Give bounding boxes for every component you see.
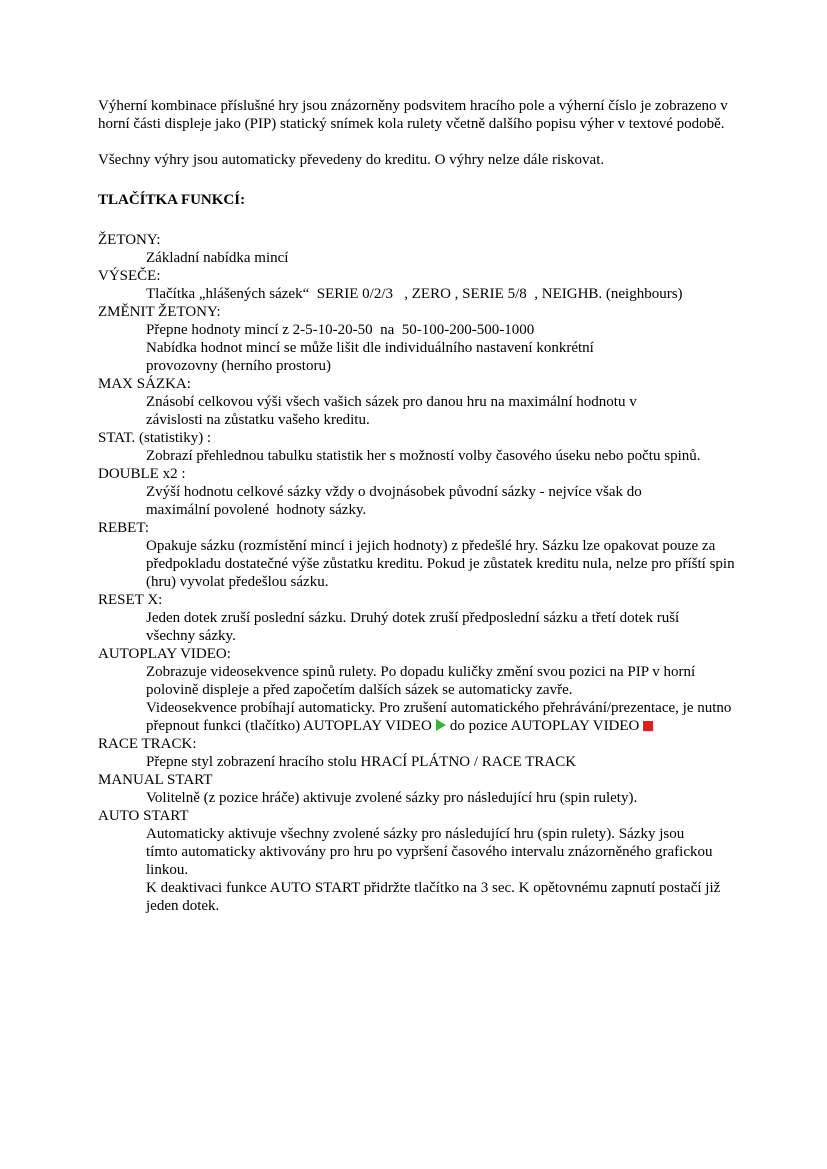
stop-icon: [643, 721, 653, 731]
term-vysece: VÝSEČE:: [98, 268, 161, 284]
desc-stat: Zobrazí přehlednou tabulku statistik her s možností volby časového úseku nebo počtu spinů.: [146, 448, 701, 464]
term-manual-start: MANUAL START: [98, 772, 213, 788]
term-autoplay: AUTOPLAY VIDEO:: [98, 646, 231, 662]
term-stat: STAT. (statistiky) :: [98, 430, 212, 446]
term-max-sazka: MAX SÁZKA:: [98, 376, 191, 392]
desc-race-track: Přepne styl zobrazení hracího stolu HRACÍ PLÁTNO / RACE TRACK: [146, 754, 577, 770]
desc-manual-start: Volitelně (z pozice hráče) aktivuje zvolené sázky pro následující hru (spin rulety).: [146, 790, 638, 806]
term-rebet: REBET:: [98, 520, 149, 536]
desc-autoplay-2: [146, 699, 736, 735]
term-zmenit-zetony: ZMĚNIT ŽETONY:: [98, 304, 221, 320]
term-reset: RESET X:: [98, 592, 163, 608]
intro-paragraph-2: Všechny výhry jsou automaticky převedeny do kreditu. O výhry nelze dále riskovat.: [98, 152, 605, 168]
term-race-track: RACE TRACK:: [98, 736, 197, 752]
desc-auto-start-2: K deaktivaci funkce AUTO START přidržte tlačítko na 3 sec. K opětovnému zapnutí postačí již jeden dotek.: [146, 880, 721, 914]
desc-zetony: Základní nabídka mincí: [146, 250, 289, 266]
desc-autoplay-1: Zobrazuje videosekvence spinů rulety. Po dopadu kuličky změní svou pozici na PIP v horní polovině displeje a před započetím dalších sázek se automaticky zavře.: [146, 664, 696, 698]
term-double: DOUBLE x2 :: [98, 466, 186, 482]
desc-double: Zvýší hodnotu celkové sázky vždy o dvojnásobek původní sázky - nejvíce však do maximální povolené hodnoty sázky.: [146, 484, 646, 518]
term-zetony: ŽETONY:: [98, 232, 161, 248]
desc-rebet: Opakuje sázku (rozmístění mincí i jejich hodnoty) z předešlé hry. Sázku lze opakovat pouze za předpokladu dostatečné výše zůstatku kreditu. Pokud je zůstatek kreditu nula, nelze pro příští spin (hru) vyvolat předešlou sázku.: [146, 538, 735, 590]
desc-auto-start-1: Automaticky aktivuje všechny zvolené sázky pro následující hru (spin rulety). Sázky jsou tímto automaticky aktivovány pro hru po vypršení časového intervalu znázorněného grafickou linkou.: [146, 826, 713, 878]
desc-zmenit-zetony-1: Přepne hodnoty mincí z 2-5-10-20-50 na 50-100-200-500-1000: [146, 322, 535, 338]
play-icon: [436, 719, 446, 731]
autoplay-extra-text-1: Videosekvence probíhají automaticky. Pro zrušení automatického přehrávání/prezentace, je nutno přepnout funkci (tlačítko) AUTOPLAY VIDEO: [146, 700, 732, 734]
desc-max-sazka: Znásobí celkovou výši všech vašich sázek pro danou hru na maximální hodnotu v závislosti na zůstatku vašeho kreditu.: [146, 394, 637, 428]
term-auto-start: AUTO START: [98, 808, 189, 824]
desc-vysece: Tlačítka „hlášených sázek“ SERIE 0/2/3 , ZERO , SERIE 5/8 , NEIGHB. (neighbours): [146, 286, 683, 302]
intro-paragraph-1: Výherní kombinace příslušné hry jsou znázorněny podsvitem hracího pole a výherní číslo je zobrazeno v horní části displeje jako (PIP) statický snímek kola rulety včetně dalšího popisu výher v textové podobě.: [98, 98, 728, 132]
desc-zmenit-zetony-2: Nabídka hodnot mincí se může lišit dle individuálního nastavení konkrétní provozovny (herního prostoru): [146, 340, 594, 374]
document-page: [98, 97, 738, 915]
section-heading: TLAČÍTKA FUNKCÍ:: [98, 192, 246, 208]
desc-reset: Jeden dotek zruší poslední sázku. Druhý dotek zruší předposlední sázku a třetí dotek ruší všechny sázky.: [146, 610, 680, 644]
autoplay-extra-text-2: do pozice AUTOPLAY VIDEO: [449, 718, 640, 734]
